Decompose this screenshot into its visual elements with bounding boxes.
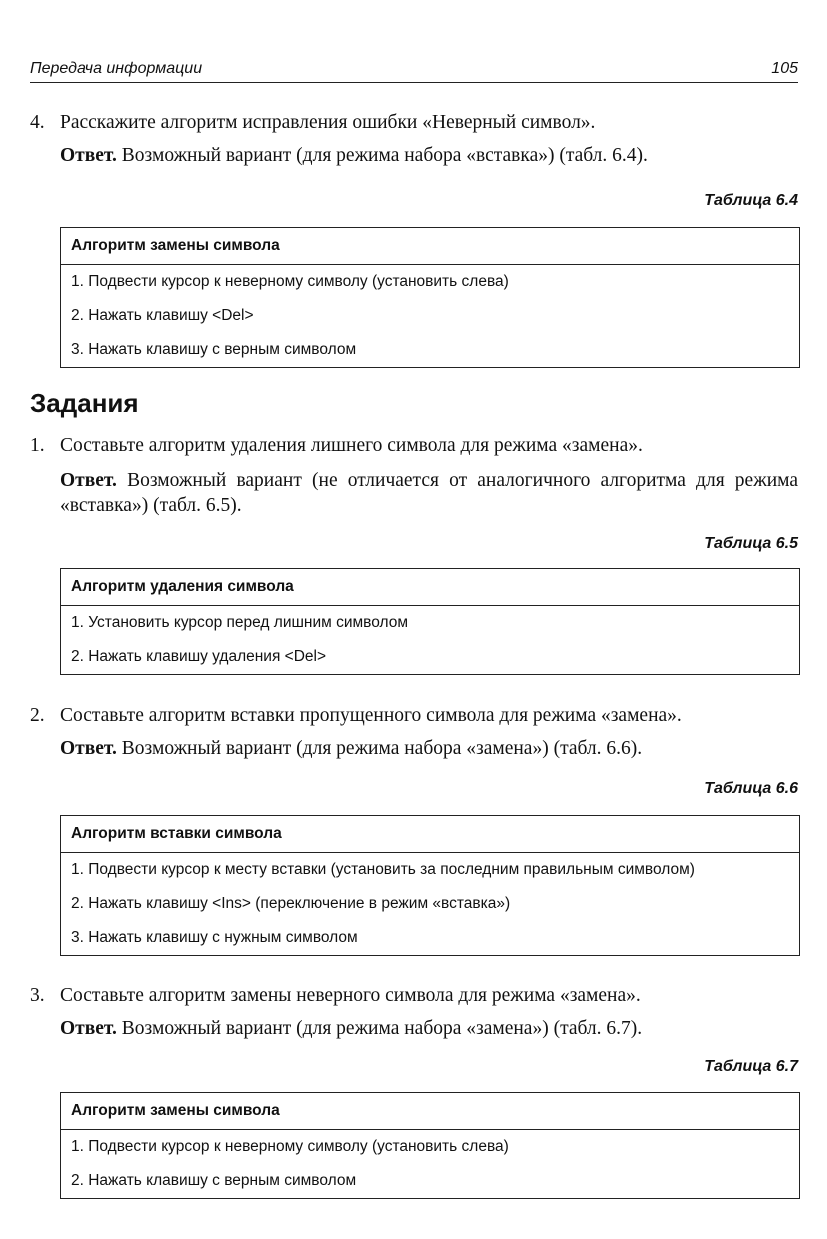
- table-row: 1. Подвести курсор к неверному символу (установить слева): [71, 1138, 509, 1155]
- item-number: 2.: [30, 705, 45, 726]
- table-row: 2. Нажать клавишу с верным символом: [71, 1172, 357, 1189]
- table-row: 1. Подвести курсор к месту вставки (установить за последним правильным символом): [71, 861, 695, 878]
- table-header: Алгоритм вставки символа: [61, 816, 799, 853]
- item-text: Составьте алгоритм удаления лишнего символа для режима «замена».: [60, 435, 643, 456]
- task-2: [30, 703, 798, 728]
- answer-2: [60, 736, 798, 761]
- section-heading: Задания: [30, 388, 139, 418]
- table-row: 1. Установить курсор перед лишним символом: [71, 614, 408, 631]
- table-header: Алгоритм замены символа: [61, 1093, 799, 1130]
- table-6-4: [60, 227, 800, 368]
- table-row: 3. Нажать клавишу с верным символом: [71, 341, 357, 358]
- table-caption: Таблица 6.6: [704, 780, 798, 797]
- table-row: 2. Нажать клавишу удаления <Del>: [71, 648, 327, 665]
- question-4: [30, 110, 798, 135]
- table-row: 2. Нажать клавишу <Ins> (переключение в режим «вставка»): [71, 895, 511, 912]
- table-row: 2. Нажать клавишу <Del>: [71, 307, 254, 324]
- answer-text: Возможный вариант (для режима набора «вставка») (табл. 6.4).: [116, 145, 648, 166]
- task-3: [30, 983, 798, 1008]
- table-6-6: [60, 815, 800, 956]
- answer-text: Возможный вариант (для режима набора «замена») (табл. 6.6).: [116, 738, 643, 759]
- table-caption: Таблица 6.7: [704, 1058, 798, 1075]
- answer-label: Ответ.: [60, 738, 117, 759]
- page-number: 105: [771, 60, 798, 77]
- answer-text: Возможный вариант (для режима набора «замена») (табл. 6.7).: [116, 1018, 643, 1039]
- answer-label: Ответ.: [60, 1018, 117, 1039]
- item-number: 1.: [30, 435, 45, 456]
- item-text: Расскажите алгоритм исправления ошибки «Неверный символ».: [60, 112, 596, 133]
- table-caption: Таблица 6.5: [704, 535, 798, 552]
- table-header: Алгоритм удаления символа: [61, 569, 799, 606]
- item-text: Составьте алгоритм замены неверного символа для режима «замена».: [60, 985, 641, 1006]
- answer-text: Возможный вариант (не отличается от аналогичного алгоритма для режима «вставка») (табл. 6.5).: [60, 470, 798, 516]
- task-1: [30, 433, 798, 458]
- running-header: [30, 60, 798, 83]
- item-text: Составьте алгоритм вставки пропущенного символа для режима «замена».: [60, 705, 682, 726]
- answer-4: [60, 143, 798, 168]
- answer-label: Ответ.: [60, 145, 117, 166]
- header-title: Передача информации: [30, 60, 203, 77]
- table-6-5: [60, 568, 800, 675]
- table-row: 3. Нажать клавишу с нужным символом: [71, 929, 358, 946]
- answer-1: [60, 468, 798, 518]
- answer-label: Ответ.: [60, 470, 117, 491]
- table-row: 1. Подвести курсор к неверному символу (установить слева): [71, 273, 509, 290]
- table-caption: Таблица 6.4: [704, 192, 798, 209]
- item-number: 3.: [30, 985, 45, 1006]
- table-6-7: [60, 1092, 800, 1199]
- answer-3: [60, 1016, 798, 1041]
- table-header: Алгоритм замены символа: [61, 228, 799, 265]
- item-number: 4.: [30, 112, 45, 133]
